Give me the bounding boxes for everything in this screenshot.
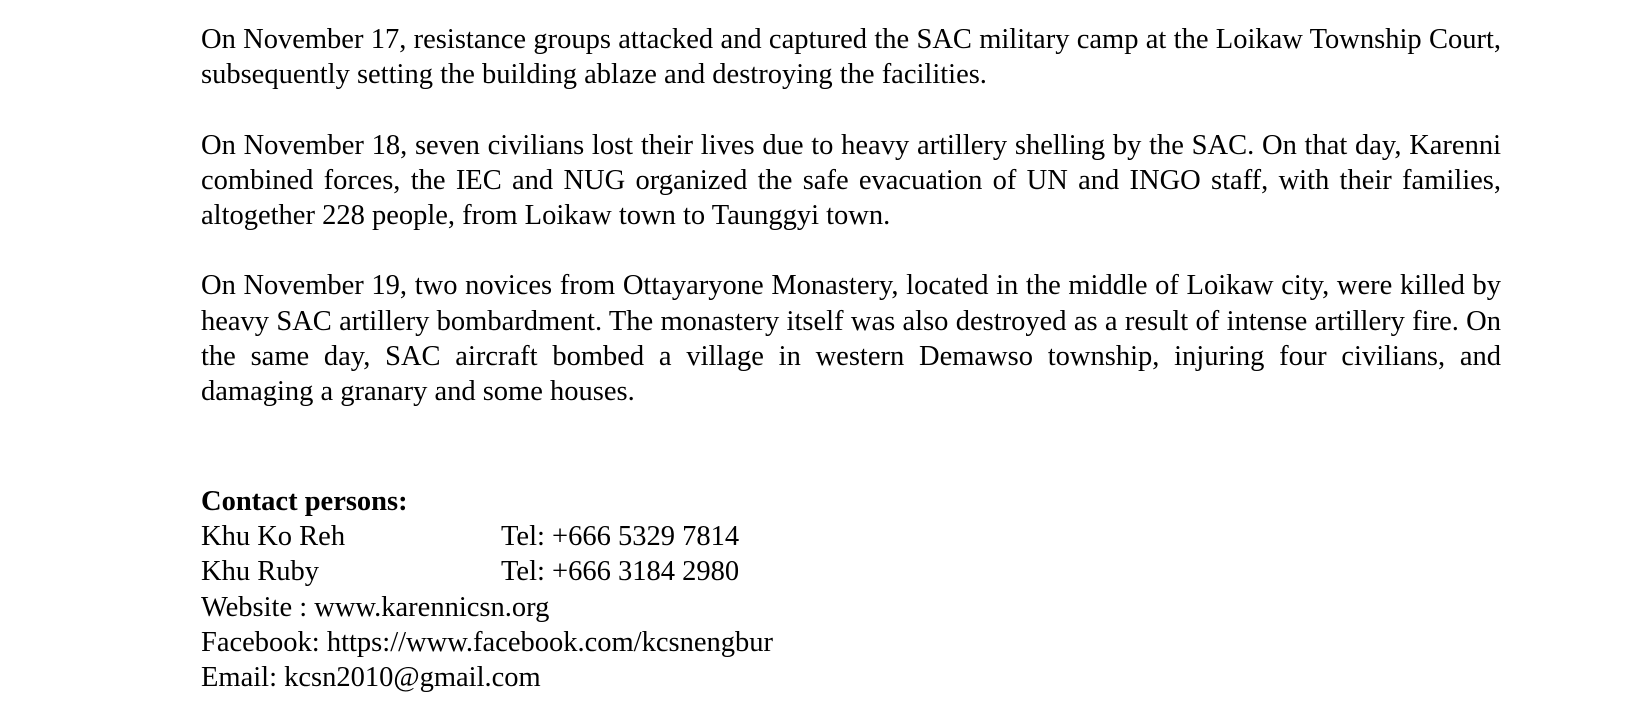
contact-person-name: Khu Ruby xyxy=(201,556,319,588)
contact-person-row xyxy=(201,554,1501,589)
contact-person-row xyxy=(201,519,1501,554)
contact-heading: Contact persons: xyxy=(201,486,408,517)
document-body xyxy=(201,22,1501,410)
email-line: Email: kcsn2010@gmail.com xyxy=(201,662,541,694)
paragraph-november-18: On November 18, seven civilians lost their lives due to heavy artillery shelling by the SAC. On that day, Karenni combined forces, the IEC and NUG organized the safe evacuation of UN and INGO staff, with their families, altogether 228 people, from Loikaw town to Taunggyi town. xyxy=(201,129,1501,232)
facebook-line: Facebook: https://www.facebook.com/kcsnengbur xyxy=(201,626,773,658)
contact-person-phone: Tel: +666 5329 7814 xyxy=(501,521,740,553)
paragraph-november-17: On November 17, resistance groups attacked and captured the SAC military camp at the Loikaw Township Court, subsequently setting the building ablaze and destroying the facilities. xyxy=(201,24,1501,91)
website-line: Website : www.karennicsn.org xyxy=(201,591,550,623)
contact-person-name: Khu Ko Reh xyxy=(201,521,346,553)
contact-person-phone: Tel: +666 3184 2980 xyxy=(501,556,740,588)
contact-section xyxy=(201,484,1501,695)
paragraph-november-19: On November 19, two novices from Ottayaryone Monastery, located in the middle of Loikaw city, were killed by heavy SAC artillery bombardment. The monastery itself was also destroyed as a result of intense artillery fire. On the same day, SAC aircraft bombed a village in western Demawso township, injuring four civilians, and damaging a granary and some houses. xyxy=(201,270,1501,408)
